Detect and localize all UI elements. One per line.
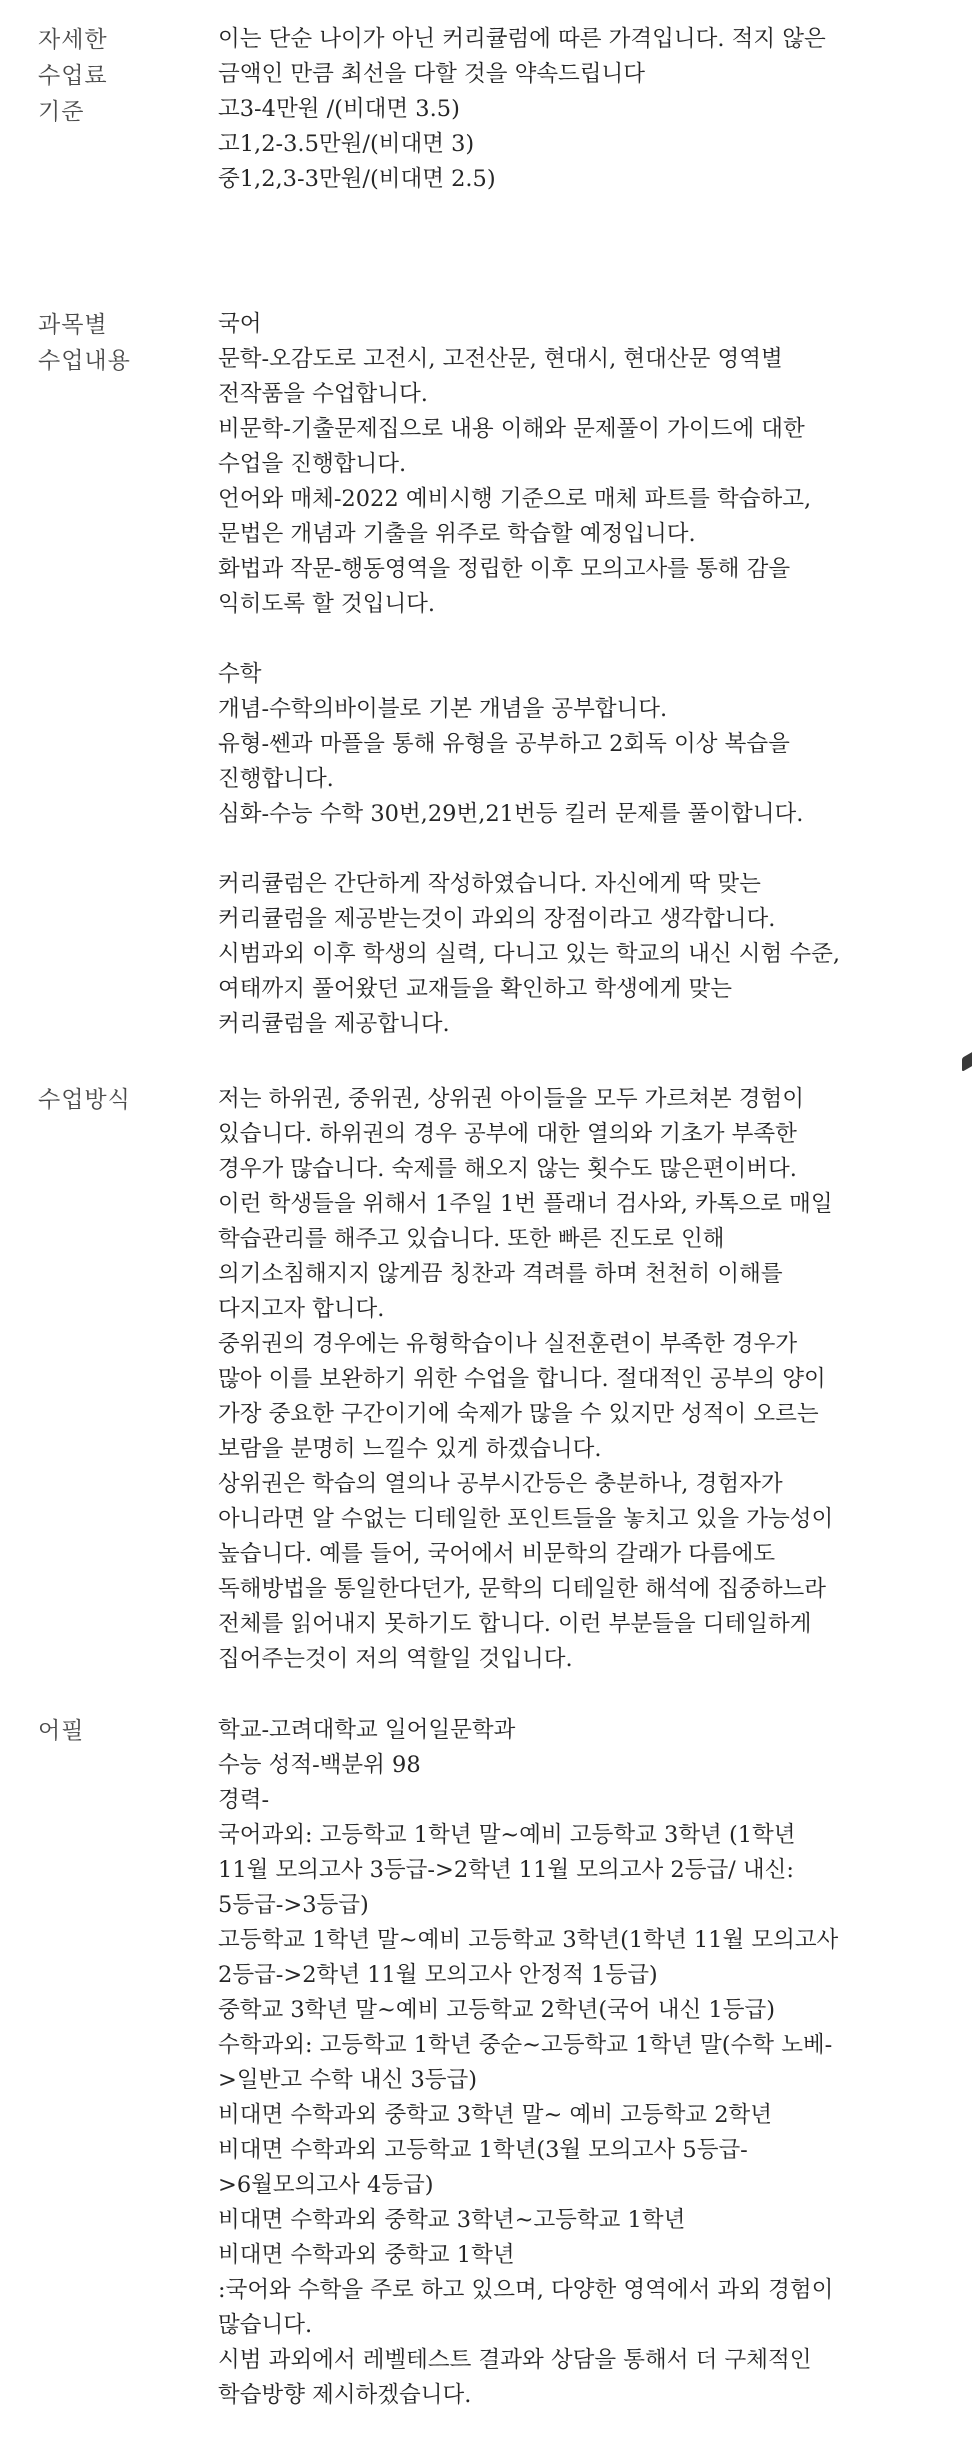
body-line: 여태까지 풀어왔던 교재들을 확인하고 학생에게 맞는 (218, 976, 732, 1002)
label-line: 기준 (38, 99, 85, 125)
label-line: 자세한 (38, 27, 108, 53)
body-line: 화법과 작문-행동영역을 정립한 이후 모의고사를 통해 감을 (218, 556, 791, 582)
body-line: 중학교 3학년 말~예비 고등학교 2학년(국어 내신 1등급) (218, 1997, 775, 2023)
body-line: 경력- (218, 1787, 270, 1813)
body-line: 비문학-기출문제집으로 내용 이해와 문제풀이 가이드에 대한 (218, 416, 805, 442)
label-line: 과목별 (38, 312, 108, 338)
body-line: 경우가 많습니다. 숙제를 해오지 않는 횟수도 많은편이버다. (218, 1156, 797, 1182)
body-line: 많아 이를 보완하기 위한 수업을 합니다. 절대적인 공부의 양이 (218, 1366, 826, 1392)
body-line: 독해방법을 통일한다던가, 문학의 디테일한 해석에 집중하느라 (218, 1576, 827, 1602)
body-line: 중위권의 경우에는 유형학습이나 실전훈련이 부족한 경우가 (218, 1331, 798, 1357)
body-line: 있습니다. 하위권의 경우 공부에 대한 열의와 기초가 부족한 (218, 1121, 797, 1147)
body-line: 금액인 만큼 최선을 다할 것을 약속드립니다 (218, 61, 645, 87)
body-line: 시범과외 이후 학생의 실력, 다니고 있는 학교의 내신 시험 수준, (218, 941, 841, 967)
body-line: 2등급->2학년 11월 모의고사 안정적 1등급) (218, 1962, 658, 1988)
body-line: 비대면 수학과외 고등학교 1학년(3월 모의고사 5등급- (218, 2137, 748, 2163)
body-line: 문법은 개념과 기출을 위주로 학습할 예정입니다. (218, 521, 696, 547)
body-line: 시범 과외에서 레벨테스트 결과와 상담을 통해서 더 구체적인 (218, 2347, 812, 2373)
body-line: 집어주는것이 저의 역할일 것입니다. (218, 1646, 573, 1672)
body-line: 유형-쎈과 마플을 통해 유형을 공부하고 2회독 이상 복습을 (218, 731, 790, 757)
body-line: 상위권은 학습의 열의나 공부시간등은 충분하나, 경험자가 (218, 1471, 783, 1497)
paragraph-gap (218, 832, 938, 867)
body-line: 진행합니다. (218, 766, 334, 792)
label-line: 수업내용 (38, 348, 131, 374)
body-line: 전체를 읽어내지 못하기도 합니다. 이런 부분들을 디테일하게 (218, 1611, 812, 1637)
section-label-method (38, 1082, 188, 1118)
body-line: >일반고 수학 내신 3등급) (218, 2067, 478, 2093)
section-label-tuition (38, 22, 188, 130)
body-line: 커리큘럼을 제공받는것이 과외의 장점이라고 생각합니다. (218, 906, 776, 932)
body-line: 다지고자 합니다. (218, 1296, 385, 1322)
section-body-subjects (218, 307, 938, 1042)
body-line: 수능 성적-백분위 98 (218, 1752, 421, 1778)
body-line: 저는 하위권, 중위권, 상위권 아이들을 모두 가르쳐본 경험이 (218, 1086, 805, 1112)
body-line: 학습방향 제시하겠습니다. (218, 2382, 472, 2408)
body-line: 학습관리를 해주고 있습니다. 또한 빠른 진도로 인해 (218, 1226, 725, 1252)
section-label-appeal (38, 1713, 188, 1749)
body-line: 이는 단순 나이가 아닌 커리큘럼에 따른 가격입니다. 적지 않은 (218, 26, 826, 52)
body-line: 전작품을 수업합니다. (218, 381, 428, 407)
body-line: 고3-4만원 /(비대면 3.5) (218, 96, 460, 122)
section-body-tuition (218, 22, 938, 197)
body-line: 커리큘럼은 간단하게 작성하였습니다. 자신에게 딱 맞는 (218, 871, 761, 897)
body-line: 높습니다. 예를 들어, 국어에서 비문학의 갈래가 다름에도 (218, 1541, 776, 1567)
body-line: 비대면 수학과외 중학교 1학년 (218, 2242, 515, 2268)
body-line: 언어와 매체-2022 예비시행 기준으로 매체 파트를 학습하고, (218, 486, 812, 512)
body-line: 학교-고려대학교 일어일문학과 (218, 1717, 516, 1743)
body-line: 중1,2,3-3만원/(비대면 2.5) (218, 166, 496, 192)
body-line: 개념-수학의바이블로 기본 개념을 공부합니다. (218, 696, 668, 722)
body-line: 수학 (218, 661, 262, 687)
label-line: 어필 (38, 1718, 85, 1744)
section-body-appeal (218, 1713, 938, 2413)
body-line: 이런 학생들을 위해서 1주일 1번 플래너 검사와, 카톡으로 매일 (218, 1191, 833, 1217)
body-line: 커리큘럼을 제공합니다. (218, 1011, 450, 1037)
body-line: 고등학교 1학년 말~예비 고등학교 3학년(1학년 11월 모의고사 (218, 1927, 839, 1953)
paragraph-gap (218, 622, 938, 657)
body-line: 비대면 수학과외 중학교 3학년~고등학교 1학년 (218, 2207, 686, 2233)
body-line: 11월 모의고사 3등급->2학년 11월 모의고사 2등급/ 내신: (218, 1857, 794, 1883)
section-label-subjects (38, 307, 188, 379)
section-body-method (218, 1082, 938, 1677)
body-line: 국어과외: 고등학교 1학년 말~예비 고등학교 3학년 (1학년 (218, 1822, 796, 1848)
body-line: 국어 (218, 311, 262, 337)
body-line: 보람을 분명히 느낄수 있게 하겠습니다. (218, 1436, 602, 1462)
body-line: 의기소침해지지 않게끔 칭찬과 격려를 하며 천천히 이해를 (218, 1261, 783, 1287)
body-line: 고1,2-3.5만원/(비대면 3) (218, 131, 475, 157)
body-line: 많습니다. (218, 2312, 313, 2338)
body-line: :국어와 수학을 주로 하고 있으며, 다양한 영역에서 과외 경험이 (218, 2277, 834, 2303)
label-line: 수업료 (38, 63, 108, 89)
body-line: 아니라면 알 수없는 디테일한 포인트들을 놓치고 있을 가능성이 (218, 1506, 834, 1532)
body-line: 문학-오감도로 고전시, 고전산문, 현대시, 현대산문 영역별 (218, 346, 783, 372)
body-line: 심화-수능 수학 30번,29번,21번등 킬러 문제를 풀이합니다. (218, 801, 804, 827)
scroll-indicator-icon (962, 1052, 972, 1072)
body-line: 5등급->3등급) (218, 1892, 369, 1918)
body-line: 가장 중요한 구간이기에 숙제가 많을 수 있지만 성적이 오르는 (218, 1401, 819, 1427)
body-line: 수업을 진행합니다. (218, 451, 407, 477)
body-line: >6월모의고사 4등급) (218, 2172, 434, 2198)
body-line: 익히도록 할 것입니다. (218, 591, 436, 617)
label-line: 수업방식 (38, 1087, 131, 1113)
body-line: 수학과외: 고등학교 1학년 중순~고등학교 1학년 말(수학 노베- (218, 2032, 833, 2058)
body-line: 비대면 수학과외 중학교 3학년 말~ 예비 고등학교 2학년 (218, 2102, 772, 2128)
